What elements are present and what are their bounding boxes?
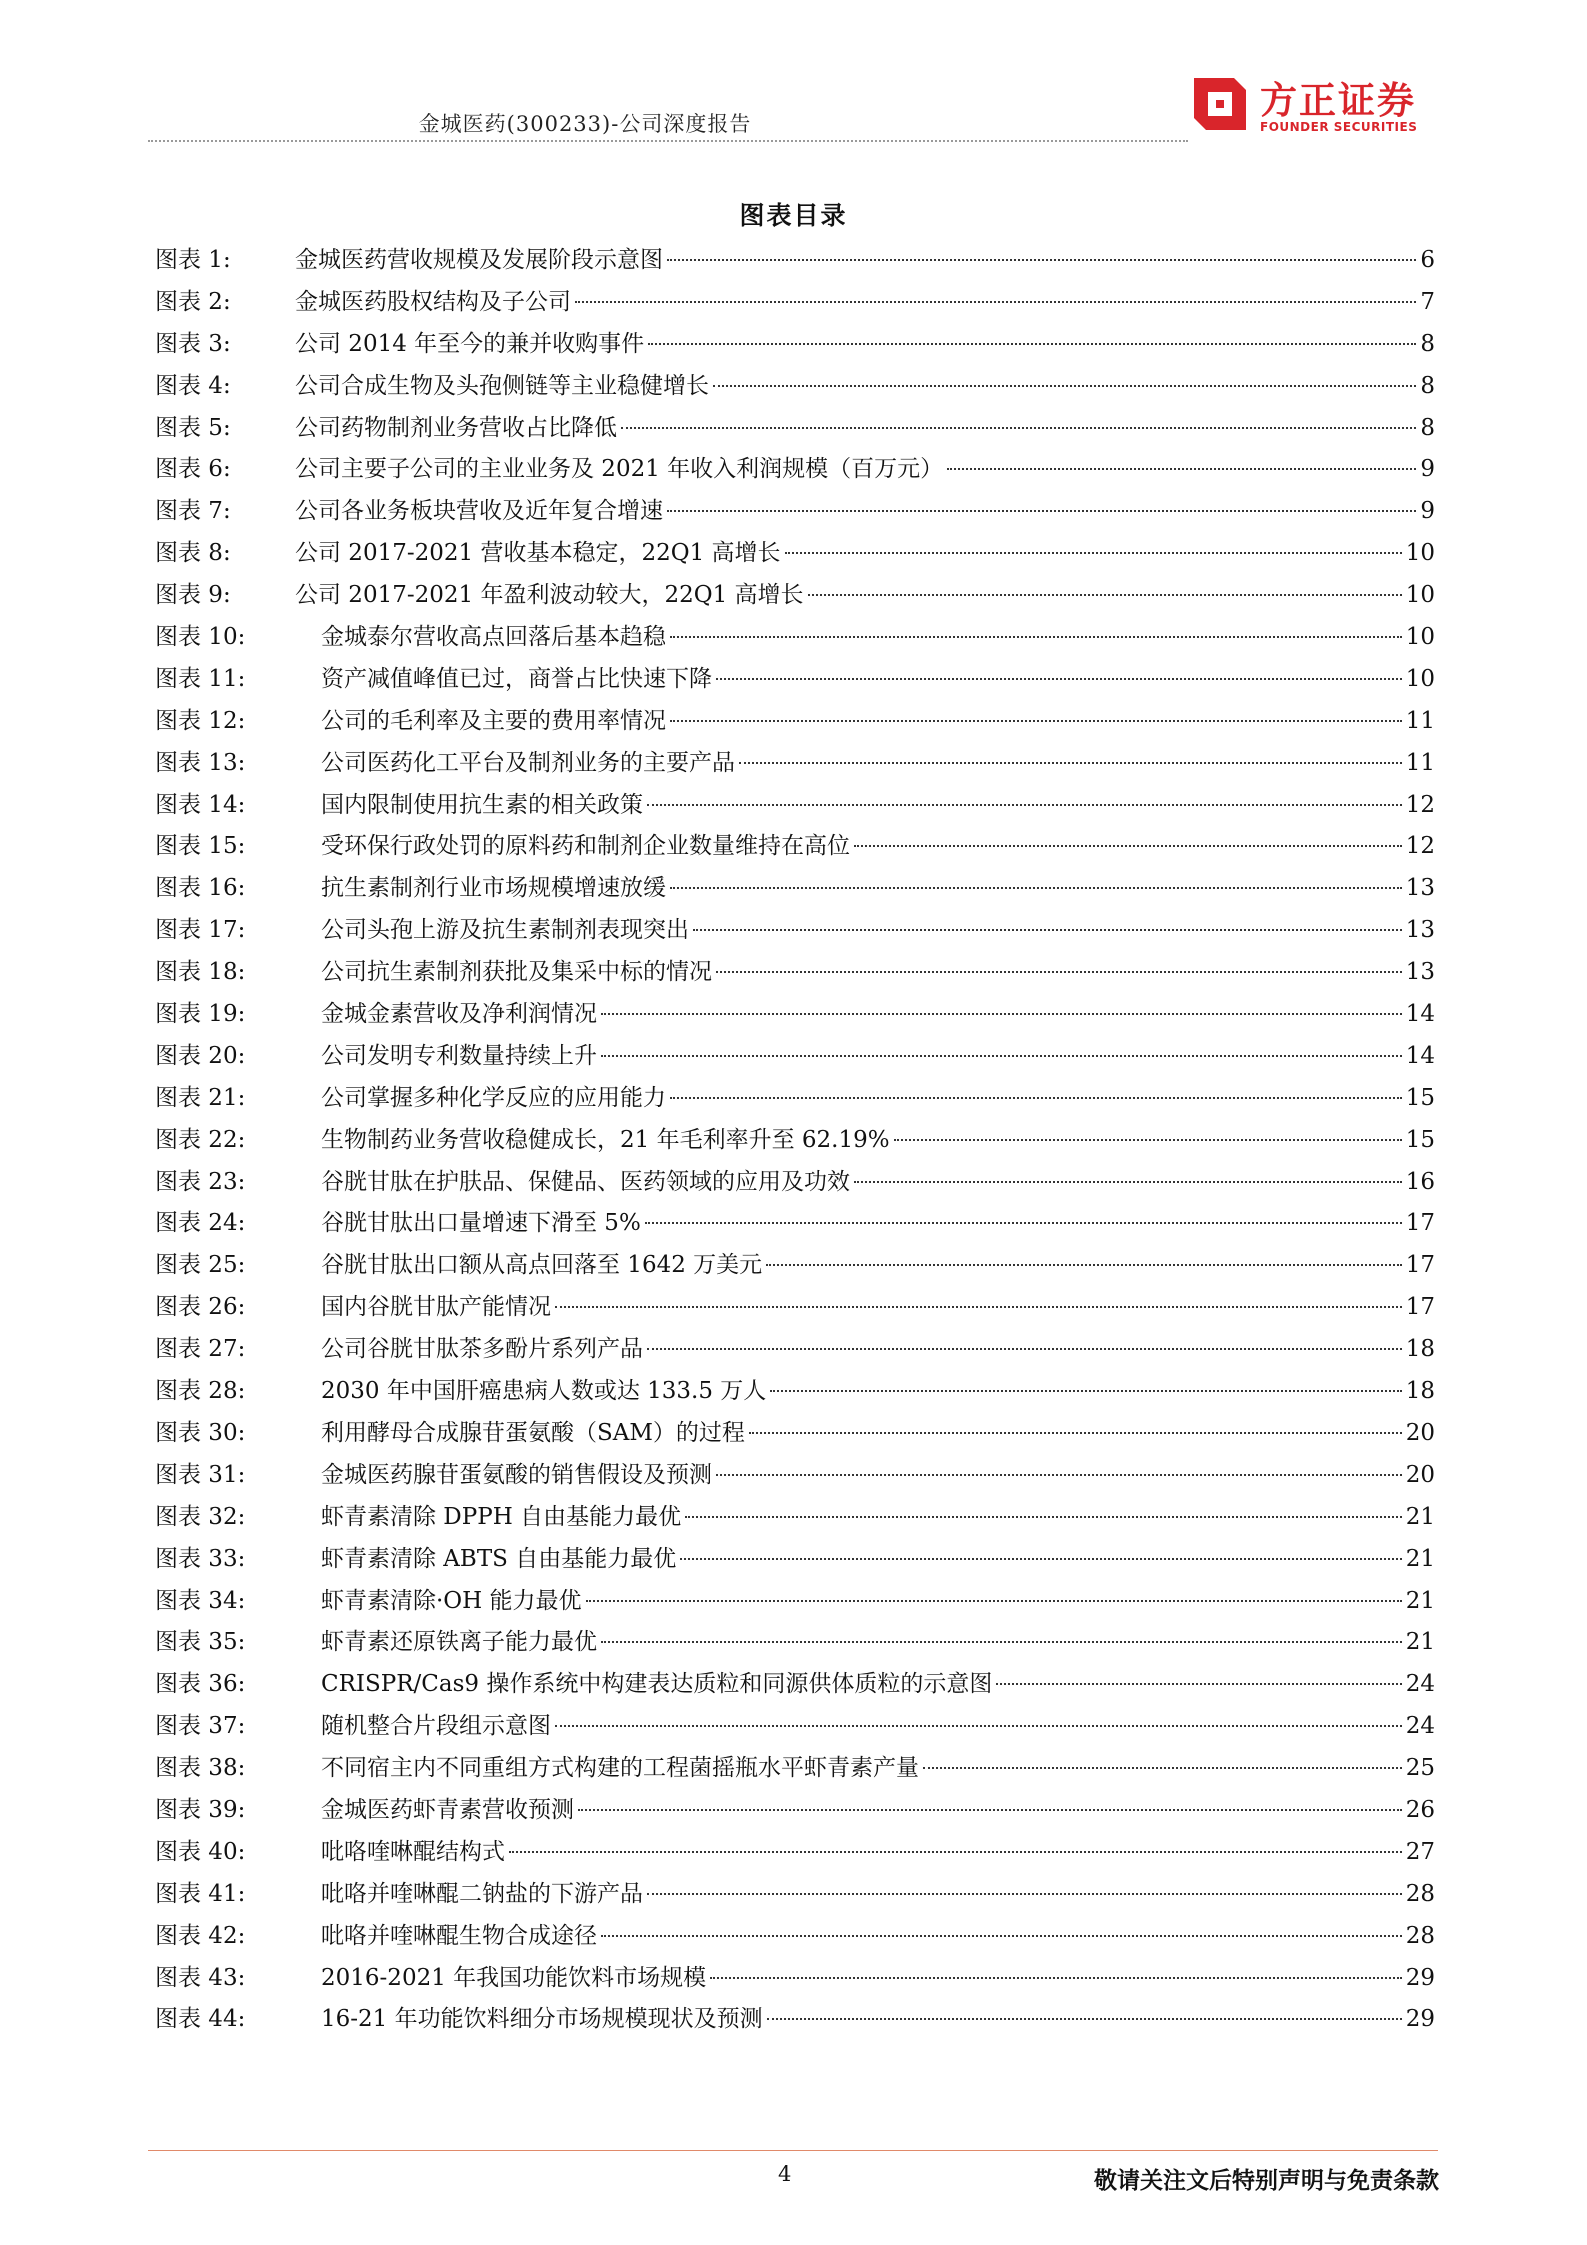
header-divider xyxy=(148,140,1188,142)
toc-entry[interactable] xyxy=(155,1329,1435,1371)
toc-entry-body xyxy=(321,743,1435,785)
toc-entry-body xyxy=(321,1622,1435,1664)
toc-dot-leader xyxy=(710,1977,1402,1979)
toc-entry[interactable] xyxy=(155,1245,1435,1287)
toc-entry-title: 利用酵母合成腺苷蛋氨酸（SAM）的过程 xyxy=(321,1419,745,1446)
toc-dot-leader xyxy=(575,301,1416,303)
toc-entry-body xyxy=(321,1203,1435,1245)
toc-entry-body xyxy=(321,617,1435,659)
toc-entry-page: 24 xyxy=(1405,1671,1435,1698)
toc-entry-label: 图表 26: xyxy=(155,1294,246,1321)
toc-dot-leader xyxy=(509,1851,1402,1853)
toc-entry-title: 公司合成生物及头孢侧链等主业稳健增长 xyxy=(295,372,709,399)
toc-dot-leader xyxy=(670,887,1402,889)
toc-entry-body xyxy=(321,1999,1435,2041)
toc-entry-title: 虾青素清除 DPPH 自由基能力最优 xyxy=(321,1503,682,1530)
toc-entry-body xyxy=(321,1162,1435,1204)
toc-entry-body xyxy=(295,491,1435,533)
toc-dot-leader xyxy=(716,1474,1402,1476)
toc-entry[interactable] xyxy=(155,868,1435,910)
toc-entry-page: 6 xyxy=(1420,247,1435,273)
toc-dot-leader xyxy=(670,1097,1402,1099)
toc-entry-label: 图表 15: xyxy=(155,833,246,860)
toc-entry-label: 图表 37: xyxy=(155,1713,246,1740)
toc-dot-leader xyxy=(770,1390,1401,1392)
toc-dot-leader xyxy=(854,1181,1402,1183)
toc-entry-page: 26 xyxy=(1405,1796,1435,1823)
toc-entry-page: 7 xyxy=(1420,288,1435,315)
toc-entry-body xyxy=(321,785,1435,827)
toc-entry[interactable] xyxy=(155,617,1435,659)
toc-dot-leader xyxy=(685,1516,1402,1518)
toc-entry-page: 10 xyxy=(1405,624,1435,651)
toc-entry-page: 28 xyxy=(1405,1922,1435,1949)
toc-dot-leader xyxy=(667,259,1416,261)
toc-entry-page: 28 xyxy=(1405,1880,1435,1907)
toc-entry-title: 公司医药化工平台及制剂业务的主要产品 xyxy=(321,749,735,776)
toc-entry-body xyxy=(321,1958,1435,2000)
toc-entry[interactable] xyxy=(155,1371,1435,1413)
toc-entry-body xyxy=(321,1287,1435,1329)
toc-entry-title: 金城医药营收规模及发展阶段示意图 xyxy=(295,247,663,273)
toc-entry-page: 10 xyxy=(1405,582,1435,609)
toc-dot-leader xyxy=(601,1641,1402,1643)
toc-dot-leader xyxy=(670,720,1402,722)
toc-entry[interactable] xyxy=(155,282,1435,324)
toc-entry-body xyxy=(321,1497,1435,1539)
toc-entry-label: 图表 24: xyxy=(155,1210,246,1237)
toc-entry-title: 资产减值峰值已过，商誉占比快速下降 xyxy=(321,665,712,692)
toc-dot-leader xyxy=(601,1013,1402,1015)
toc-entry-title: 公司头孢上游及抗生素制剂表现突出 xyxy=(321,917,689,944)
toc-entry[interactable] xyxy=(155,575,1435,617)
toc-entry-label: 图表 43: xyxy=(155,1964,246,1991)
toc-entry-title: 吡咯并喹啉醌二钠盐的下游产品 xyxy=(321,1880,643,1907)
toc-entry-title: 16-21 年功能饮料细分市场规模现状及预测 xyxy=(321,2006,763,2033)
toc-dot-leader xyxy=(785,552,1402,554)
toc-entry-label: 图表 20: xyxy=(155,1042,246,1069)
toc-entry-page: 12 xyxy=(1405,833,1435,860)
toc-entry-label: 图表 18: xyxy=(155,959,246,986)
toc-entry-title: 抗生素制剂行业市场规模增速放缓 xyxy=(321,875,666,902)
toc-dot-leader xyxy=(647,804,1402,806)
toc-entry-page: 21 xyxy=(1405,1503,1435,1530)
toc-entry-title: 吡咯喹啉醌结构式 xyxy=(321,1838,505,1865)
toc-entry-page: 11 xyxy=(1405,707,1435,734)
toc-entry-page: 27 xyxy=(1405,1838,1435,1865)
toc-dot-leader xyxy=(601,1935,1402,1937)
toc-dot-leader xyxy=(716,971,1402,973)
toc-entry-title: 公司各业务板块营收及近年复合增速 xyxy=(295,498,663,525)
page-header xyxy=(0,0,1587,150)
toc-entry[interactable] xyxy=(155,826,1435,868)
toc-entry[interactable] xyxy=(155,1539,1435,1581)
toc-entry-title: 金城泰尔营收高点回落后基本趋稳 xyxy=(321,624,666,651)
toc-entry-page: 17 xyxy=(1405,1252,1435,1279)
toc-dot-leader xyxy=(601,1055,1402,1057)
toc-entry-title: 2030 年中国肝癌患病人数或达 133.5 万人 xyxy=(321,1378,767,1405)
toc-dot-leader xyxy=(647,1893,1402,1895)
toc-entry-body xyxy=(295,575,1435,617)
toc-entry-label: 图表 23: xyxy=(155,1168,246,1195)
toc-entry-title: 公司主要子公司的主业业务及 2021 年收入利润规模（百万元） xyxy=(295,456,944,483)
toc-entry[interactable] xyxy=(155,1622,1435,1664)
toc-entry-page: 29 xyxy=(1405,2006,1435,2033)
toc-entry-page: 10 xyxy=(1405,665,1435,692)
founder-logo-icon xyxy=(1190,72,1250,134)
toc-entry-page: 8 xyxy=(1420,414,1435,441)
toc-entry-body xyxy=(321,1413,1435,1455)
toc-entry[interactable] xyxy=(155,324,1435,366)
toc-entry[interactable] xyxy=(155,701,1435,743)
toc-entry-title: 公司发明专利数量持续上升 xyxy=(321,1042,597,1069)
toc-entry-body xyxy=(321,868,1435,910)
toc-entry-body xyxy=(321,952,1435,994)
toc-entry-page: 9 xyxy=(1420,456,1435,483)
toc-entry-label: 图表 31: xyxy=(155,1461,246,1488)
toc-entry-label: 图表 33: xyxy=(155,1545,246,1572)
toc-entry-body xyxy=(321,1874,1435,1916)
toc-entry-body xyxy=(321,1706,1435,1748)
toc-entry-body xyxy=(295,282,1435,324)
toc-dot-leader xyxy=(947,468,1416,470)
toc-dot-leader xyxy=(647,1348,1402,1350)
toc-entry[interactable] xyxy=(155,659,1435,701)
toc-entry-label: 图表 19: xyxy=(155,1001,246,1028)
toc-entry[interactable] xyxy=(155,366,1435,408)
toc-entry-label: 图表 17: xyxy=(155,917,246,944)
toc-entry-label: 图表 34: xyxy=(155,1587,246,1614)
disclaimer-notice: 敬请关注文后特别声明与免责条款 xyxy=(1094,2168,1439,2194)
toc-entry-label: 图表 35: xyxy=(155,1629,246,1656)
toc-dot-leader xyxy=(693,929,1402,931)
toc-entry[interactable] xyxy=(155,240,1435,282)
toc-entry-title: 2016-2021 年我国功能饮料市场规模 xyxy=(321,1964,707,1991)
toc-entry-label: 图表 4: xyxy=(155,372,231,399)
toc-dot-leader xyxy=(645,1222,1402,1224)
toc-entry-title: 公司谷胱甘肽茶多酚片系列产品 xyxy=(321,1336,643,1363)
toc-entry-body xyxy=(321,1581,1435,1623)
toc-dot-leader xyxy=(996,1683,1401,1685)
toc-entry-page: 29 xyxy=(1405,1964,1435,1991)
toc-entry[interactable] xyxy=(155,1958,1435,2000)
toc-entry[interactable] xyxy=(155,743,1435,785)
toc-entry-title: 公司 2014 年至今的兼并收购事件 xyxy=(295,330,645,357)
toc-entry[interactable] xyxy=(155,1203,1435,1245)
toc-entry[interactable] xyxy=(155,1832,1435,1874)
toc-entry-label: 图表 21: xyxy=(155,1084,246,1111)
toc-entry-label: 图表 14: xyxy=(155,791,246,818)
toc-entry-title: 公司 2017-2021 营收基本稳定，22Q1 高增长 xyxy=(295,540,781,567)
toc-entry-label: 图表 16: xyxy=(155,875,246,902)
toc-entry-label: 图表 38: xyxy=(155,1755,246,1782)
toc-entry-label: 图表 2: xyxy=(155,288,231,315)
toc-entry-page: 25 xyxy=(1405,1755,1435,1782)
toc-entry[interactable] xyxy=(155,1999,1435,2041)
toc-entry-label: 图表 3: xyxy=(155,330,231,357)
toc-entry[interactable] xyxy=(155,1706,1435,1748)
toc-entry-page: 13 xyxy=(1405,875,1435,902)
toc-entry-label: 图表 32: xyxy=(155,1503,246,1530)
toc-entry[interactable] xyxy=(155,1036,1435,1078)
toc-dot-leader xyxy=(713,385,1416,387)
toc-entry-title: CRISPR/Cas9 操作系统中构建表达质粒和同源供体质粒的示意图 xyxy=(321,1671,993,1698)
toc-entry-label: 图表 12: xyxy=(155,707,246,734)
toc-entry-title: 谷胱甘肽在护肤品、保健品、医药领域的应用及功效 xyxy=(321,1168,850,1195)
toc-entry-body xyxy=(321,910,1435,952)
toc-entry-body xyxy=(295,324,1435,366)
toc-entry[interactable] xyxy=(155,408,1435,450)
toc-entry[interactable] xyxy=(155,1497,1435,1539)
toc-dot-leader xyxy=(923,1767,1402,1769)
toc-entry[interactable] xyxy=(155,994,1435,1036)
toc-entry-body xyxy=(321,1120,1435,1162)
toc-entry-title: 公司药物制剂业务营收占比降低 xyxy=(295,414,617,441)
toc-entry-label: 图表 9: xyxy=(155,582,231,609)
toc-entry[interactable] xyxy=(155,1664,1435,1706)
logo-chinese-name: 方正证券 xyxy=(1260,79,1416,122)
toc-entry-body xyxy=(295,240,1435,282)
toc-entry-page: 13 xyxy=(1405,959,1435,986)
toc-entry-page: 12 xyxy=(1405,791,1435,818)
toc-dot-leader xyxy=(749,1432,1402,1434)
toc-entry-title: 受环保行政处罚的原料药和制剂企业数量维持在高位 xyxy=(321,833,850,860)
toc-entry[interactable] xyxy=(155,1748,1435,1790)
report-title: 金城医药(300233)-公司深度报告 xyxy=(418,112,752,136)
toc-entry-body xyxy=(321,659,1435,701)
toc-entry[interactable] xyxy=(155,1413,1435,1455)
toc-dot-leader xyxy=(555,1306,1402,1308)
toc-entry-page: 15 xyxy=(1405,1084,1435,1111)
logo-english-name: FOUNDER SECURITIES xyxy=(1260,120,1418,134)
toc-entry-page: 14 xyxy=(1405,1042,1435,1069)
toc-entry-label: 图表 30: xyxy=(155,1419,246,1446)
toc-entry-title: 金城金素营收及净利润情况 xyxy=(321,1001,597,1028)
toc-entry-page: 11 xyxy=(1405,749,1435,776)
toc-entry[interactable] xyxy=(155,533,1435,575)
toc-entry-body xyxy=(321,826,1435,868)
toc-entry[interactable] xyxy=(155,1916,1435,1958)
toc-entry-page: 8 xyxy=(1420,372,1435,399)
toc-entry-label: 图表 28: xyxy=(155,1378,246,1405)
toc-entry-page: 17 xyxy=(1405,1294,1435,1321)
toc-entry-body xyxy=(295,533,1435,575)
toc-entry-title: 生物制药业务营收稳健成长，21 年毛利率升至 62.19% xyxy=(321,1126,890,1153)
toc-entry[interactable] xyxy=(155,952,1435,994)
toc-entry[interactable] xyxy=(155,1455,1435,1497)
toc-dot-leader xyxy=(739,762,1402,764)
toc-entry-page: 21 xyxy=(1405,1587,1435,1614)
toc-entry-title: 金城医药虾青素营收预测 xyxy=(321,1796,574,1823)
toc-entry-body xyxy=(321,1078,1435,1120)
toc-entry-page: 17 xyxy=(1405,1210,1435,1237)
toc-entry-body xyxy=(321,994,1435,1036)
toc-entry-label: 图表 40: xyxy=(155,1838,246,1865)
toc-entry-label: 图表 36: xyxy=(155,1671,246,1698)
toc-entry[interactable] xyxy=(155,1078,1435,1120)
toc-entry-title: 公司 2017-2021 年盈利波动较大，22Q1 高增长 xyxy=(295,582,804,609)
toc-entry-label: 图表 6: xyxy=(155,456,231,483)
toc-entry-body xyxy=(321,1329,1435,1371)
toc-entry-body xyxy=(321,1916,1435,1958)
toc-entry-body xyxy=(321,1455,1435,1497)
toc-entry-page: 20 xyxy=(1405,1461,1435,1488)
toc-entry-body xyxy=(321,1832,1435,1874)
toc-entry-label: 图表 11: xyxy=(155,665,246,692)
toc-dot-leader xyxy=(670,636,1402,638)
toc-entry-page: 20 xyxy=(1405,1419,1435,1446)
toc-entry-title: 吡咯并喹啉醌生物合成途径 xyxy=(321,1922,597,1949)
toc-entry-title: 虾青素清除·OH 能力最优 xyxy=(321,1587,582,1614)
toc-entry-title: 公司抗生素制剂获批及集采中标的情况 xyxy=(321,959,712,986)
toc-entry-title: 金城医药腺苷蛋氨酸的销售假设及预测 xyxy=(321,1461,712,1488)
toc-entry-label: 图表 44: xyxy=(155,2006,246,2033)
toc-dot-leader xyxy=(680,1558,1401,1560)
toc-entry-title: 虾青素还原铁离子能力最优 xyxy=(321,1629,597,1656)
toc-entry-page: 18 xyxy=(1405,1336,1435,1363)
footer-divider xyxy=(148,2150,1438,2151)
toc-entry-label: 图表 13: xyxy=(155,749,246,776)
toc-entry-title: 不同宿主内不同重组方式构建的工程菌摇瓶水平虾青素产量 xyxy=(321,1755,919,1782)
toc-entry-page: 9 xyxy=(1420,498,1435,525)
toc-dot-leader xyxy=(667,510,1416,512)
page-number: 4 xyxy=(778,2162,792,2186)
toc-entry-page: 16 xyxy=(1405,1168,1435,1195)
toc-entry-label: 图表 8: xyxy=(155,540,231,567)
toc-dot-leader xyxy=(578,1809,1402,1811)
toc-entry-label: 图表 25: xyxy=(155,1252,246,1279)
toc-entry-title: 虾青素清除 ABTS 自由基能力最优 xyxy=(321,1545,677,1572)
toc-entry-body xyxy=(321,1245,1435,1287)
toc-entry[interactable] xyxy=(155,1120,1435,1162)
toc-entry-page: 21 xyxy=(1405,1545,1435,1572)
toc-entry-label: 图表 5: xyxy=(155,414,231,441)
toc-dot-leader xyxy=(767,2018,1402,2020)
toc-entry-body xyxy=(321,1748,1435,1790)
toc-entry-title: 公司掌握多种化学反应的应用能力 xyxy=(321,1084,666,1111)
toc-entry-body xyxy=(321,701,1435,743)
toc-dot-leader xyxy=(808,594,1402,596)
toc-entry-page: 18 xyxy=(1405,1378,1435,1405)
toc-entry[interactable] xyxy=(155,1790,1435,1832)
toc-entry-body xyxy=(295,408,1435,450)
toc-entry-label: 图表 41: xyxy=(155,1880,246,1907)
toc-entry-label: 图表 42: xyxy=(155,1922,246,1949)
toc-entry-page: 14 xyxy=(1405,1001,1435,1028)
toc-entry-body xyxy=(321,1539,1435,1581)
toc-entry-page: 13 xyxy=(1405,917,1435,944)
toc-entry-body xyxy=(321,1790,1435,1832)
toc-dot-leader xyxy=(894,1139,1402,1141)
toc-dot-leader xyxy=(621,427,1416,429)
toc-entry-label: 图表 10: xyxy=(155,624,246,651)
toc-entry-body xyxy=(295,366,1435,408)
toc-entry-page: 21 xyxy=(1405,1629,1435,1656)
toc-entry[interactable] xyxy=(155,491,1435,533)
toc-entry-body xyxy=(321,1664,1435,1706)
toc-entry-body xyxy=(321,1371,1435,1413)
toc-entry-title: 国内谷胱甘肽产能情况 xyxy=(321,1294,551,1321)
toc-dot-leader xyxy=(766,1264,1402,1266)
toc-dot-leader xyxy=(854,845,1402,847)
toc-entry[interactable] xyxy=(155,1287,1435,1329)
toc-dot-leader xyxy=(555,1725,1402,1727)
toc-dot-leader xyxy=(716,678,1402,680)
toc-dot-leader xyxy=(586,1600,1402,1602)
toc-entry-title: 谷胱甘肽出口额从高点回落至 1642 万美元 xyxy=(321,1252,763,1279)
founder-securities-logo xyxy=(1190,66,1450,142)
toc-entry-body xyxy=(321,1036,1435,1078)
toc-entry-body xyxy=(295,449,1435,491)
toc-entry-title: 公司的毛利率及主要的费用率情况 xyxy=(321,707,666,734)
toc-entry[interactable] xyxy=(155,449,1435,491)
toc-entry[interactable] xyxy=(155,1581,1435,1623)
toc-entry[interactable] xyxy=(155,1162,1435,1204)
toc-entry-page: 8 xyxy=(1420,330,1435,357)
toc-entry[interactable] xyxy=(155,785,1435,827)
toc-entry-title: 随机整合片段组示意图 xyxy=(321,1713,551,1740)
toc-entry-title: 金城医药股权结构及子公司 xyxy=(295,288,571,315)
toc-entry-page: 15 xyxy=(1405,1126,1435,1153)
toc-entry-page: 24 xyxy=(1405,1713,1435,1740)
toc-entry-page: 10 xyxy=(1405,540,1435,567)
toc-heading: 图表目录 xyxy=(739,201,848,230)
toc-entry-label: 图表 1: xyxy=(155,247,231,273)
toc-entry[interactable] xyxy=(155,910,1435,952)
toc-entry-label: 图表 7: xyxy=(155,498,231,525)
toc-entry-title: 国内限制使用抗生素的相关政策 xyxy=(321,791,643,818)
figure-table-of-contents xyxy=(155,240,1435,2041)
toc-entry-title: 谷胱甘肽出口量增速下滑至 5% xyxy=(321,1210,641,1237)
toc-entry[interactable] xyxy=(155,1874,1435,1916)
toc-entry-label: 图表 27: xyxy=(155,1336,246,1363)
toc-entry-label: 图表 39: xyxy=(155,1796,246,1823)
toc-dot-leader xyxy=(648,343,1416,345)
toc-entry-label: 图表 22: xyxy=(155,1126,246,1153)
